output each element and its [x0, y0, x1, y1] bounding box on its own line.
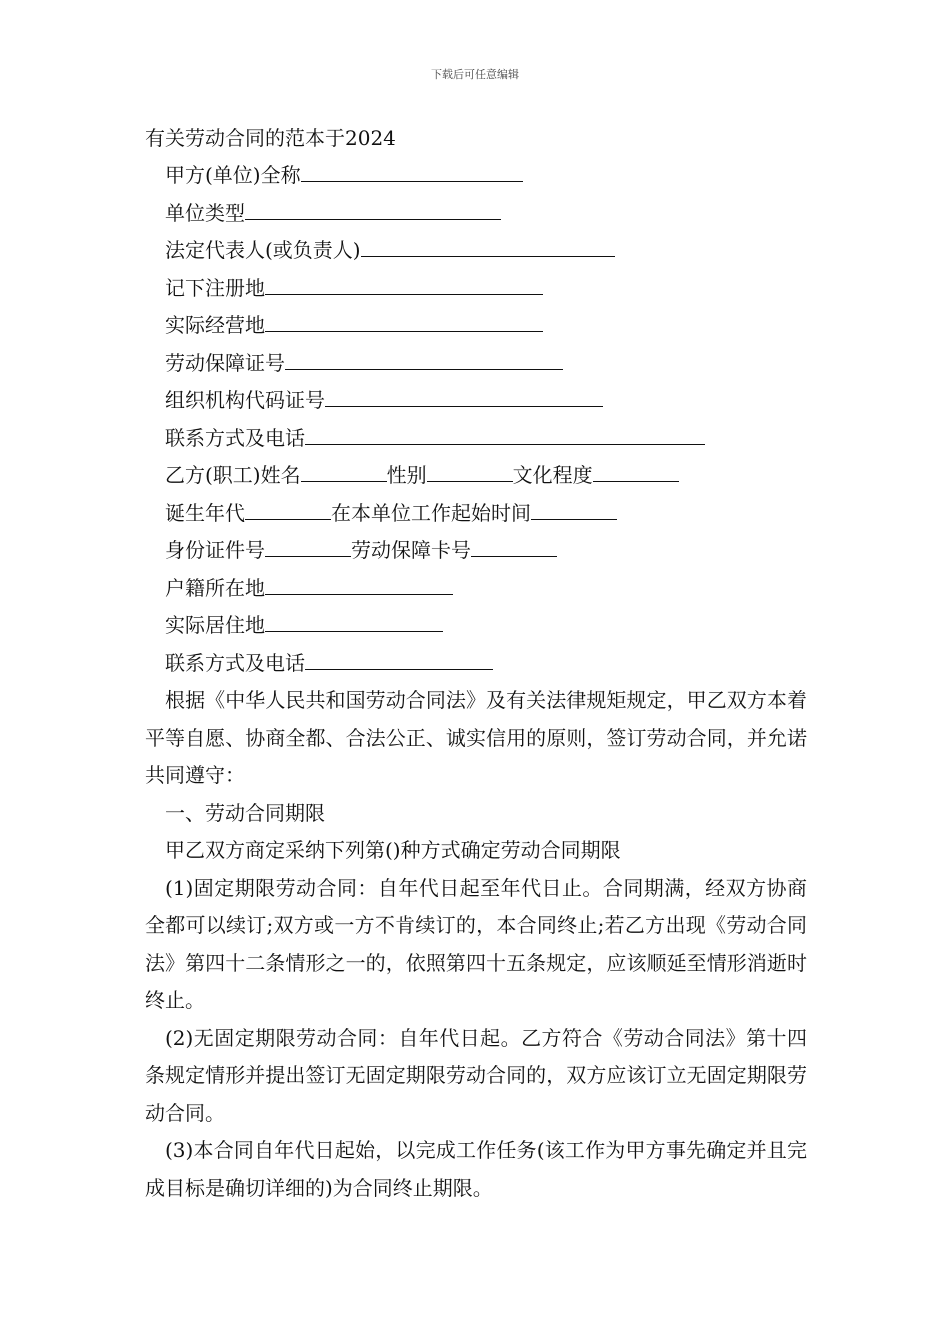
clause-task-based: (3)本合同自年代日起始，以完成工作任务(该工作为甲方事先确定并且完成目标是确切详细的)为合同终止期限。	[145, 1138, 807, 1200]
section-heading-contract-term: 一、劳动合同期限	[165, 800, 325, 825]
field-label: 联系方式及电话	[165, 425, 305, 450]
field-organization-code	[145, 382, 807, 420]
field-party-b-dates	[145, 495, 807, 533]
field-label: 实际经营地	[165, 313, 265, 337]
field-label: 在本单位工作起始时间	[331, 500, 531, 525]
fill-in-blank	[471, 534, 557, 557]
field-business-address	[145, 307, 807, 345]
field-labor-security-number	[145, 345, 807, 383]
document-body	[145, 120, 807, 1207]
field-party-a-name	[145, 157, 807, 195]
fill-in-blank	[301, 459, 387, 482]
field-label: 甲方(单位)全称	[165, 163, 301, 187]
field-legal-representative	[145, 232, 807, 270]
fill-in-blank	[301, 159, 523, 182]
field-registered-address	[145, 270, 807, 308]
field-unit-type	[145, 195, 807, 233]
field-party-b-basic	[145, 457, 807, 495]
intro-paragraph: 根据《中华人民共和国劳动合同法》及有关法律规矩规定，甲乙双方本着平等自愿、协商全都、合法公正、诚实信用的原则，签订劳动合同，并允诺共同遵守：	[145, 688, 807, 787]
fill-in-blank	[305, 422, 705, 445]
fill-in-blank	[245, 497, 331, 520]
field-label: 联系方式及电话	[165, 650, 305, 675]
field-label: 诞生年代	[165, 500, 245, 525]
field-label: 性别	[386, 463, 427, 487]
fill-in-blank	[305, 647, 493, 670]
field-label: 劳动保障卡号	[351, 538, 471, 562]
field-household-registration	[145, 570, 807, 608]
fill-in-blank	[265, 534, 351, 557]
clause-fixed-term: (1)固定期限劳动合同：自年代日起至年代日止。合同期满，经双方协商全都可以续订;双方或一方不肯续订的，本合同终止;若乙方出现《劳动合同法》第四十二条情形之一的，依照第四十五条规定，应该顺延至情形消逝时终止。	[145, 875, 807, 1012]
fill-in-blank	[265, 272, 543, 295]
fill-in-blank	[285, 347, 563, 370]
field-label: 户籍所在地	[165, 575, 265, 600]
document-title: 有关劳动合同的范本于2024	[145, 126, 396, 150]
field-label: 法定代表人(或负责人)	[165, 238, 361, 262]
fill-in-blank	[427, 459, 513, 482]
field-label: 单位类型	[165, 200, 245, 225]
field-label: 劳动保障证号	[165, 350, 285, 375]
section-intro: 甲乙双方商定采纳下列第()种方式确定劳动合同期限	[165, 838, 621, 862]
field-party-a-contact	[145, 420, 807, 458]
field-label: 乙方(职工)姓名	[165, 463, 301, 487]
field-label: 文化程度	[512, 463, 593, 487]
field-label: 组织机构代码证号	[165, 388, 325, 412]
fill-in-blank	[265, 609, 443, 632]
fill-in-blank	[593, 459, 679, 482]
field-residence	[145, 607, 807, 645]
field-label: 实际居住地	[165, 613, 265, 637]
fill-in-blank	[361, 234, 615, 257]
fill-in-blank	[265, 572, 453, 595]
page-header-note: 下载后可任意编辑	[431, 68, 519, 81]
clause-open-ended: (2)无固定期限劳动合同：自年代日起。乙方符合《劳动合同法》第十四条规定情形并提出签订无固定期限劳动合同的，双方应该订立无固定期限劳动合同。	[145, 1025, 807, 1125]
fill-in-blank	[245, 197, 501, 220]
fill-in-blank	[325, 384, 603, 407]
field-label: 记下注册地	[165, 275, 265, 300]
fill-in-blank	[265, 309, 543, 332]
field-label: 身份证件号	[165, 538, 265, 562]
field-party-b-ids	[145, 532, 807, 570]
fill-in-blank	[531, 497, 617, 520]
field-party-b-contact	[145, 645, 807, 683]
